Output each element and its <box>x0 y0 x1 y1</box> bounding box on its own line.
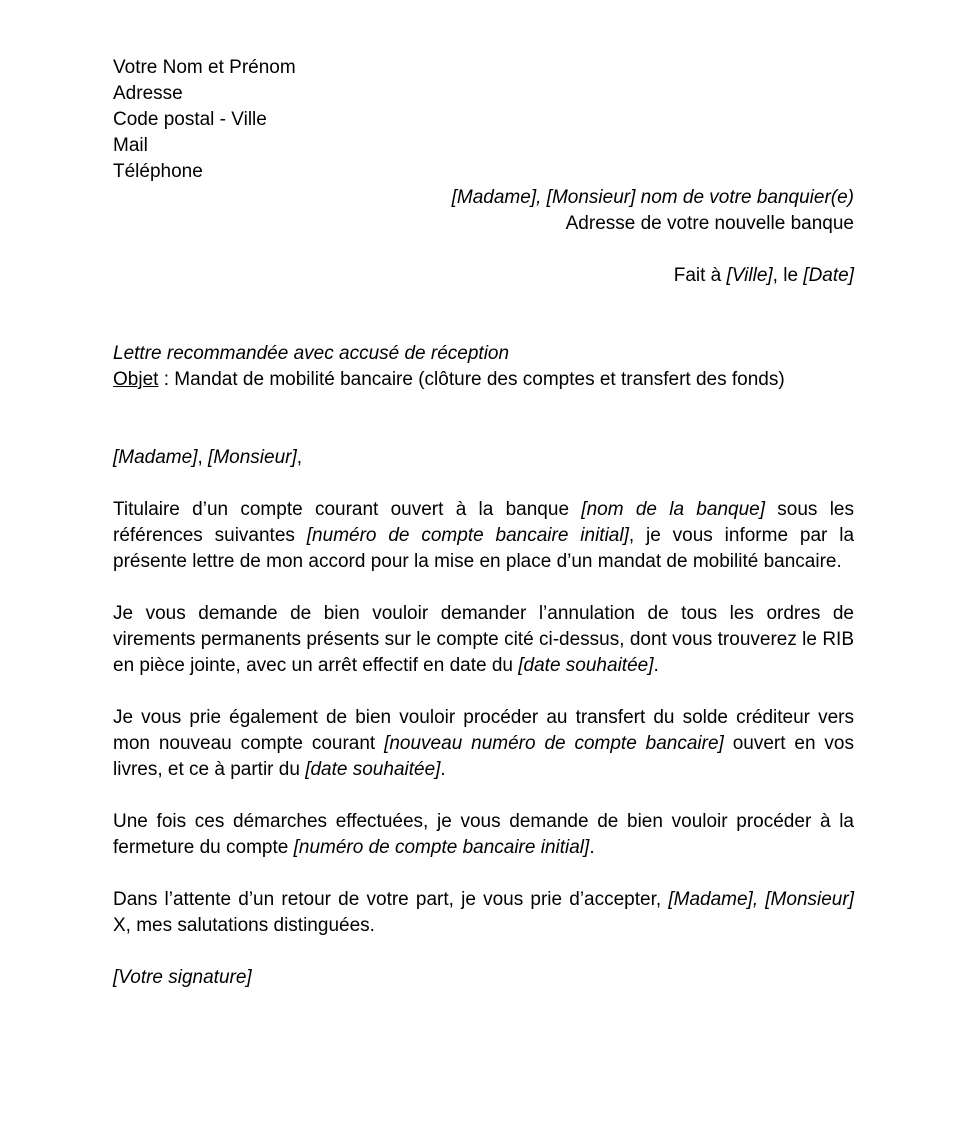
place-date-mid: , le <box>772 265 804 286</box>
paragraph-closing-formula: Dans l’attente d’un retour de votre part, je vous prie d’accepter, [Madame], [Monsieur] X, mes salutations distinguées. <box>113 889 854 936</box>
subject-text: : Mandat de mobilité bancaire (clôture des comptes et transfert des fonds) <box>158 369 785 390</box>
sender-postal-city: Code postal - Ville <box>113 109 267 130</box>
subject-line <box>113 367 854 393</box>
recipient-banker-name: nom de votre banquier(e) <box>635 187 854 208</box>
sender-name: Votre Nom et Prénom <box>113 57 296 78</box>
place-date-city: [Ville] <box>726 265 773 286</box>
subject-label: Objet <box>113 369 159 390</box>
paragraph-account-holder: Titulaire d’un compte courant ouvert à la banque [nom de la banque] sous les références suivantes [numéro de compte bancaire initial], je vous informe par la présente lettre de mon accord pour la mise en place d’un mandat de mobilité bancaire. <box>113 499 855 572</box>
sender-block <box>113 55 854 185</box>
paragraph-balance-transfer: Je vous prie également de bien vouloir procéder au transfert du solde créditeur vers mon nouveau compte courant [nouveau numéro de compte bancaire] ouvert en vos livres, et ce à partir du [date souhaitée]. <box>113 707 854 780</box>
signature-placeholder: [Votre signature] <box>113 967 252 988</box>
sender-address: Adresse <box>113 83 183 104</box>
sender-phone: Téléphone <box>113 161 203 182</box>
place-date-prefix: Fait à <box>673 265 727 286</box>
registered-mail-note: Lettre recommandée avec accusé de réception <box>113 343 510 364</box>
recipient-banker <box>113 185 854 211</box>
recipient-block <box>113 185 854 237</box>
recipient-bank-address: Adresse de votre nouvelle banque <box>565 213 854 234</box>
recipient-banker-title: [Madame], [Monsieur] <box>451 187 636 208</box>
paragraph-cancel-transfers: Je vous demande de bien vouloir demander l’annulation de tous les ordres de virements permanents présents sur le compte cité ci-dessus, dont vous trouverez le RIB en pièce jointe, avec un arrêt effectif en date du [date souhaitée]. <box>113 603 854 676</box>
place-date-date: [Date] <box>803 265 854 286</box>
sender-mail: Mail <box>113 135 148 156</box>
paragraph-account-closure: Une fois ces démarches effectuées, je vous demande de bien vouloir procéder à la fermeture du compte [numéro de compte bancaire initial]. <box>113 811 854 858</box>
salutation-monsieur: [Monsieur] <box>208 447 297 468</box>
place-date <box>113 263 854 289</box>
letter-page <box>113 55 854 991</box>
salutation-madame: [Madame] <box>113 447 198 468</box>
salutation: [Madame], [Monsieur], <box>113 447 303 468</box>
